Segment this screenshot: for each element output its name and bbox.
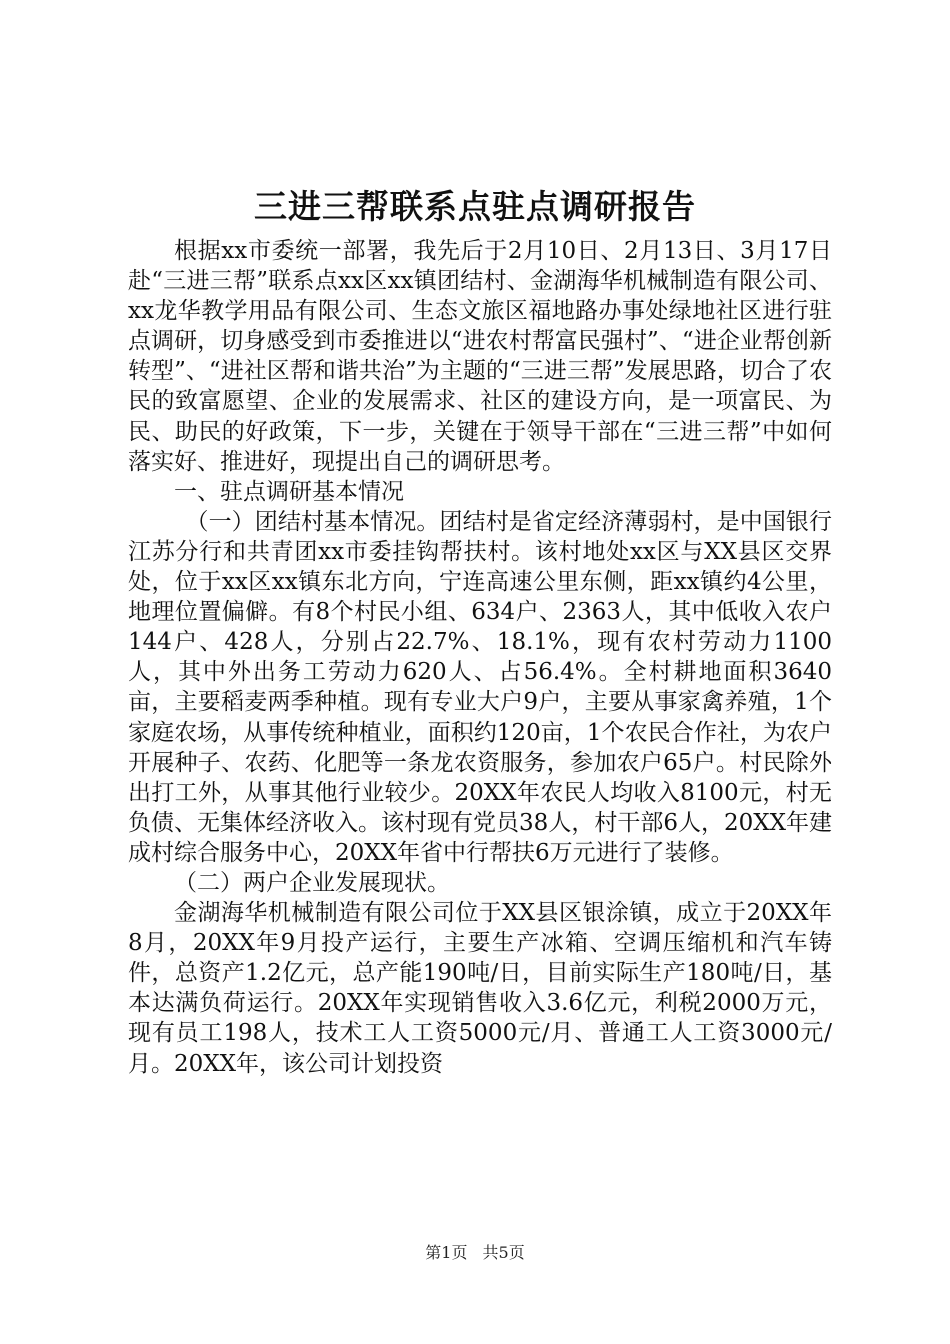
- village-situation-paragraph: （一）团结村基本情况。团结村是省定经济薄弱村，是中国银行江苏分行和共青团xx市委挂钩帮扶村。该村地处xx区与XX县区交界处，位于xx区xx镇东北方向，宁连高速公里东侧，距xx镇约4公里，地理位置偏僻。有8个村民小组、634户、2363人，其中低收入农户144户、428人，分别占22.7%、18.1%，现有农村劳动力1100人，其中外出务工劳动力620人、占56.4%。全村耕地面积3640亩，主要稻麦两季种植。现有专业大户9户，主要从事家禽养殖，1个家庭农场，从事传统种植业，面积约120亩，1个农民合作社，为农户开展种子、农药、化肥等一条龙农资服务，参加农户65户。村民除外出打工外，从事其他行业较少。20XX年农民人均收入8100元，村无负债、无集体经济收入。该村现有党员38人，村干部6人，20XX年建成村综合服务中心，20XX年省中行帮扶6万元进行了装修。: [128, 508, 832, 866]
- enterprise-paragraph: 金湖海华机械制造有限公司位于XX县区银涂镇，成立于20XX年8月，20XX年9月投产运行，主要生产冰箱、空调压缩机和汽车铸件，总资产1.2亿元，总产能190吨/日，目前实际生产180吨/日，基本达满负荷运行。20XX年实现销售收入3.6亿元，利税2000万元，现有员工198人，技术工人工资5000元/月、普通工人工资3000元/月。20XX年，该公司计划投资: [128, 900, 832, 1077]
- document-title: 三进三帮联系点驻点调研报告: [254, 187, 696, 226]
- page-total: 共5页: [482, 1243, 525, 1262]
- subsection-heading-enterprises: （二）两户企业发展现状。: [174, 869, 450, 896]
- page-number: 第1页: [425, 1243, 468, 1262]
- page-footer: [0, 1243, 950, 1263]
- intro-paragraph: 根据xx市委统一部署，我先后于2月10日、2月13日、3月17日赴“三进三帮”联系点xx区xx镇团结村、金湖海华机械制造有限公司、xx龙华教学用品有限公司、生态文旅区福地路办事处绿地社区进行驻点调研，切身感受到市委推进以“进农村帮富民强村”、“进企业帮创新转型”、“进社区帮和谐共治”为主题的“三进三帮”发展思路，切合了农民的致富愿望、企业的发展需求、社区的建设方向，是一项富民、为民、助民的好政策，下一步，关键在于领导干部在“三进三帮”中如何落实好、推进好，现提出自己的调研思考。: [128, 238, 832, 475]
- section-heading-basic-situation: 一、驻点调研基本情况: [174, 478, 404, 505]
- document-body: [128, 236, 832, 1079]
